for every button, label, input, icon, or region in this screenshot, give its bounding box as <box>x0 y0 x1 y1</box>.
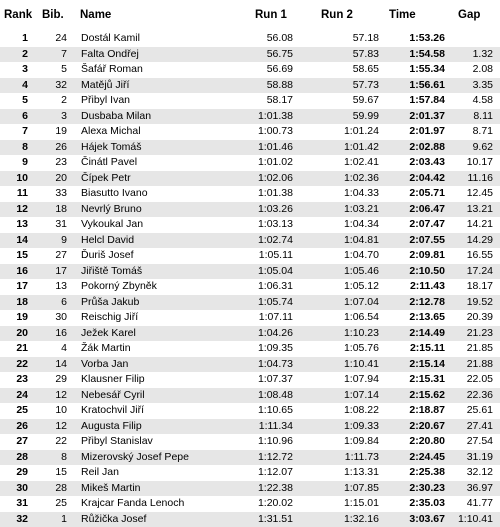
cell-gap: 41.77 <box>466 497 493 509</box>
cell-run1: 1:02.06 <box>257 171 293 184</box>
table-row <box>0 155 500 171</box>
cell-rank: 9 <box>22 156 28 168</box>
cell-rank: 1 <box>22 32 28 44</box>
cell-time: 2:03.43 <box>409 156 445 168</box>
cell-run1: 1:07.37 <box>257 373 293 385</box>
cell-run1: 1:31.51 <box>257 512 293 525</box>
cell-run2: 1:03.21 <box>343 202 379 215</box>
cell-gap: 8.71 <box>472 125 493 137</box>
table-row <box>0 248 500 264</box>
cell-gap: 27.54 <box>466 435 493 447</box>
cell-run1: 1:01.38 <box>257 187 293 199</box>
cell-time: 2:20.80 <box>409 435 445 447</box>
cell-run1: 1:01.46 <box>257 140 293 153</box>
cell-gap: 17.24 <box>466 264 493 277</box>
cell-rank: 23 <box>16 373 28 385</box>
cell-run2: 1:10.23 <box>343 326 379 339</box>
cell-gap: 21.23 <box>466 326 493 339</box>
cell-gap: 31.19 <box>466 450 493 463</box>
cell-rank: 2 <box>22 47 28 60</box>
cell-gap: 18.17 <box>466 280 493 292</box>
cell-run1: 1:08.48 <box>257 388 293 401</box>
cell-name: Nevrlý Bruno <box>81 202 142 215</box>
cell-rank: 18 <box>16 295 28 308</box>
header-time: Time <box>389 9 416 21</box>
cell-name: Růžička Josef <box>81 512 147 525</box>
cell-rank: 15 <box>16 249 28 261</box>
cell-time: 3:03.67 <box>409 512 445 525</box>
cell-name: Ježek Karel <box>81 326 136 339</box>
table-row <box>0 47 500 63</box>
cell-time: 2:01.37 <box>409 109 445 122</box>
cell-gap: 1.32 <box>472 47 493 60</box>
cell-time: 2:11.43 <box>409 280 445 292</box>
cell-time: 2:20.67 <box>409 419 445 432</box>
cell-time: 2:14.49 <box>409 326 445 339</box>
cell-bib: 13 <box>55 280 67 292</box>
cell-time: 1:55.34 <box>409 63 445 75</box>
cell-time: 1:57.84 <box>409 94 445 106</box>
table-row <box>0 186 500 202</box>
cell-run2: 57.83 <box>352 47 379 60</box>
cell-run2: 57.18 <box>352 32 379 44</box>
cell-run1: 1:12.72 <box>257 450 293 463</box>
cell-rank: 25 <box>16 404 28 416</box>
cell-bib: 12 <box>55 419 67 432</box>
table-row <box>0 62 500 78</box>
cell-bib: 17 <box>55 264 67 277</box>
cell-time: 2:06.47 <box>409 202 445 215</box>
cell-time: 2:15.31 <box>409 373 445 385</box>
cell-time: 2:05.71 <box>409 187 445 199</box>
cell-rank: 32 <box>16 512 28 525</box>
cell-run1: 58.17 <box>266 94 293 106</box>
cell-name: Falta Ondřej <box>81 47 139 60</box>
cell-run2: 59.99 <box>352 109 379 122</box>
cell-run2: 1:07.04 <box>343 295 379 308</box>
cell-run1: 1:05.11 <box>258 249 293 261</box>
cell-run2: 1:06.54 <box>343 311 379 323</box>
cell-name: Krajcar Fanda Lenoch <box>81 497 185 509</box>
cell-run1: 1:10.65 <box>257 404 293 416</box>
cell-name: Šafář Roman <box>81 63 143 75</box>
table-row <box>0 512 500 527</box>
cell-gap: 19.52 <box>466 295 493 308</box>
cell-gap: 10.17 <box>466 156 493 168</box>
cell-bib: 10 <box>55 404 67 416</box>
cell-run2: 1:02.41 <box>343 156 379 168</box>
cell-bib: 8 <box>61 450 67 463</box>
cell-name: Přibyl Stanislav <box>81 435 153 447</box>
cell-run2: 1:05.76 <box>343 342 379 354</box>
cell-gap: 14.29 <box>466 233 493 246</box>
cell-bib: 22 <box>55 435 67 447</box>
cell-bib: 20 <box>55 171 67 184</box>
cell-name: Dostál Kamil <box>81 32 140 44</box>
cell-name: Vorba Jan <box>81 357 129 370</box>
table-row <box>0 171 500 187</box>
cell-gap: 27.41 <box>466 419 493 432</box>
cell-time: 1:53.26 <box>409 32 445 44</box>
cell-run2: 57.73 <box>352 78 379 91</box>
cell-bib: 33 <box>55 187 67 199</box>
cell-name: Reischig Jiří <box>81 311 139 323</box>
table-row <box>0 434 500 450</box>
table-row <box>0 388 500 404</box>
cell-gap: 16.55 <box>466 249 493 261</box>
cell-name: Reil Jan <box>81 466 119 478</box>
table-row <box>0 140 500 156</box>
cell-bib: 14 <box>55 357 67 370</box>
cell-time: 2:15.14 <box>409 357 445 370</box>
cell-name: Jiřiště Tomáš <box>81 264 143 277</box>
cell-run2: 1:02.36 <box>343 171 379 184</box>
table-row <box>0 496 500 512</box>
cell-bib: 3 <box>61 109 67 122</box>
table-row <box>0 481 500 497</box>
cell-run1: 1:04.73 <box>257 357 293 370</box>
table-row <box>0 264 500 280</box>
cell-bib: 1 <box>61 512 67 525</box>
cell-gap: 1:10.41 <box>457 512 493 525</box>
table-row <box>0 31 500 47</box>
cell-rank: 31 <box>16 497 28 509</box>
cell-rank: 29 <box>16 466 28 478</box>
cell-name: Biasutto Ivano <box>81 187 148 199</box>
table-body <box>0 31 500 527</box>
cell-bib: 32 <box>55 78 67 91</box>
cell-gap: 12.45 <box>466 187 493 199</box>
cell-run2: 1:08.22 <box>343 404 379 416</box>
cell-rank: 21 <box>16 342 28 354</box>
header-name: Name <box>80 9 112 21</box>
cell-bib: 6 <box>61 295 67 308</box>
cell-run2: 1:01.24 <box>343 125 379 137</box>
cell-name: Augusta Filip <box>81 419 142 432</box>
cell-name: Ďuriš Josef <box>81 249 134 261</box>
cell-gap: 36.97 <box>466 481 493 494</box>
cell-rank: 13 <box>16 218 28 230</box>
table-row <box>0 279 500 295</box>
cell-bib: 7 <box>61 47 67 60</box>
cell-time: 2:35.03 <box>409 497 445 509</box>
cell-gap: 25.61 <box>466 404 493 416</box>
header-bib: Bib. <box>42 9 64 21</box>
cell-rank: 19 <box>16 311 28 323</box>
table-row <box>0 372 500 388</box>
cell-bib: 31 <box>55 218 67 230</box>
cell-time: 2:12.78 <box>409 295 445 308</box>
cell-name: Mikeš Martin <box>81 481 141 494</box>
cell-gap: 22.36 <box>466 388 493 401</box>
cell-time: 2:15.11 <box>409 342 445 354</box>
cell-rank: 28 <box>16 450 28 463</box>
cell-bib: 19 <box>55 125 67 137</box>
cell-run1: 1:03.13 <box>257 218 293 230</box>
table-row <box>0 450 500 466</box>
cell-bib: 9 <box>61 233 67 246</box>
cell-rank: 24 <box>16 388 28 401</box>
header-run1: Run 1 <box>255 9 287 21</box>
header-run2: Run 2 <box>321 9 353 21</box>
cell-rank: 6 <box>22 109 28 122</box>
cell-bib: 23 <box>55 156 67 168</box>
cell-run2: 1:09.84 <box>343 435 379 447</box>
cell-bib: 16 <box>55 326 67 339</box>
cell-name: Matějů Jiří <box>81 78 130 91</box>
cell-gap: 20.39 <box>466 311 493 323</box>
header-rank: Rank <box>4 9 33 21</box>
cell-run2: 1:01.42 <box>343 140 379 153</box>
cell-name: Přibyl Ivan <box>81 94 131 106</box>
cell-run1: 1:01.38 <box>257 109 293 122</box>
cell-bib: 26 <box>55 140 67 153</box>
cell-rank: 8 <box>22 140 28 153</box>
cell-gap: 4.58 <box>472 94 493 106</box>
cell-time: 1:54.58 <box>409 47 445 60</box>
table-row <box>0 78 500 94</box>
cell-run2: 1:09.33 <box>343 419 379 432</box>
cell-run2: 1:15.01 <box>343 497 379 509</box>
cell-run1: 58.88 <box>266 78 293 91</box>
cell-time: 2:02.88 <box>409 140 445 153</box>
cell-name: Žák Martin <box>81 342 131 354</box>
cell-run2: 1:07.14 <box>343 388 379 401</box>
cell-rank: 26 <box>16 419 28 432</box>
cell-name: Pokorný Zbyněk <box>81 280 157 292</box>
cell-rank: 27 <box>16 435 28 447</box>
cell-run1: 1:20.02 <box>257 497 293 509</box>
cell-bib: 27 <box>55 249 67 261</box>
cell-run1: 56.75 <box>266 47 293 60</box>
cell-bib: 25 <box>55 497 67 509</box>
cell-run1: 1:02.74 <box>257 233 293 246</box>
cell-bib: 29 <box>55 373 67 385</box>
cell-run2: 1:04.81 <box>343 233 379 246</box>
cell-name: Mizerovský Josef Pepe <box>81 450 189 463</box>
cell-rank: 4 <box>22 78 28 91</box>
table-row <box>0 109 500 125</box>
cell-run2: 1:05.46 <box>343 264 379 277</box>
table-row <box>0 357 500 373</box>
cell-name: Helcl David <box>81 233 135 246</box>
cell-rank: 17 <box>16 280 28 292</box>
cell-rank: 22 <box>16 357 28 370</box>
cell-run2: 1:07.85 <box>343 481 379 494</box>
cell-rank: 11 <box>16 187 28 199</box>
cell-run2: 58.65 <box>352 63 379 75</box>
cell-time: 2:10.50 <box>409 264 445 277</box>
cell-time: 2:18.87 <box>409 404 445 416</box>
cell-gap: 11.16 <box>467 171 493 184</box>
cell-time: 2:04.42 <box>409 171 445 184</box>
cell-rank: 14 <box>16 233 28 246</box>
cell-run1: 1:22.38 <box>257 481 293 494</box>
table-row <box>0 233 500 249</box>
table-row <box>0 310 500 326</box>
cell-run2: 1:04.70 <box>343 249 379 261</box>
cell-run2: 1:10.41 <box>343 357 379 370</box>
cell-name: Klausner Filip <box>81 373 145 385</box>
table-row <box>0 93 500 109</box>
cell-time: 2:07.47 <box>409 218 445 230</box>
cell-time: 2:30.23 <box>409 481 445 494</box>
cell-run2: 1:11.73 <box>344 450 379 463</box>
cell-time: 2:07.55 <box>409 233 445 246</box>
cell-name: Průša Jakub <box>81 295 140 308</box>
cell-time: 2:13.65 <box>409 311 445 323</box>
cell-name: Alexa Michal <box>81 125 141 137</box>
cell-bib: 15 <box>55 466 67 478</box>
cell-rank: 10 <box>16 171 28 184</box>
cell-time: 2:25.38 <box>409 466 445 478</box>
cell-run1: 1:11.34 <box>258 419 293 432</box>
cell-rank: 30 <box>16 481 28 494</box>
cell-rank: 5 <box>22 94 28 106</box>
cell-name: Nebesář Cyril <box>81 388 145 401</box>
cell-name: Kratochvil Jiří <box>81 404 145 416</box>
cell-run1: 1:04.26 <box>257 326 293 339</box>
cell-bib: 5 <box>61 63 67 75</box>
table-header <box>0 0 500 31</box>
cell-gap: 21.88 <box>466 357 493 370</box>
cell-bib: 30 <box>55 311 67 323</box>
cell-run2: 1:32.16 <box>343 512 379 525</box>
cell-run1: 1:07.11 <box>258 311 293 323</box>
cell-time: 2:15.62 <box>409 388 445 401</box>
cell-run1: 1:05.04 <box>257 264 293 277</box>
cell-run2: 59.67 <box>352 94 379 106</box>
table-row <box>0 465 500 481</box>
cell-run2: 1:07.94 <box>343 373 379 385</box>
cell-run1: 1:03.26 <box>257 202 293 215</box>
table-row <box>0 419 500 435</box>
cell-bib: 12 <box>55 388 67 401</box>
cell-bib: 24 <box>55 32 67 44</box>
table-row <box>0 295 500 311</box>
cell-time: 2:24.45 <box>409 450 445 463</box>
cell-name: Vykoukal Jan <box>81 218 144 230</box>
cell-rank: 3 <box>22 63 28 75</box>
cell-run1: 1:12.07 <box>257 466 293 478</box>
cell-bib: 4 <box>61 342 67 354</box>
cell-rank: 7 <box>22 125 28 137</box>
cell-gap: 22.05 <box>466 373 493 385</box>
cell-name: Čípek Petr <box>81 171 131 184</box>
cell-bib: 2 <box>61 94 67 106</box>
table-row <box>0 217 500 233</box>
cell-rank: 20 <box>16 326 28 339</box>
cell-run1: 56.69 <box>266 63 293 75</box>
cell-run1: 1:09.35 <box>257 342 293 354</box>
cell-gap: 32.12 <box>466 466 493 478</box>
cell-bib: 28 <box>55 481 67 494</box>
cell-bib: 18 <box>55 202 67 215</box>
cell-run2: 1:05.12 <box>343 280 379 292</box>
table-row <box>0 403 500 419</box>
cell-time: 2:01.97 <box>409 125 445 137</box>
cell-run1: 1:05.74 <box>257 295 293 308</box>
table-row <box>0 202 500 218</box>
cell-gap: 21.85 <box>466 342 493 354</box>
cell-time: 2:09.81 <box>409 249 445 261</box>
cell-gap: 13.21 <box>466 202 493 215</box>
cell-time: 1:56.61 <box>409 78 445 91</box>
table-row <box>0 124 500 140</box>
cell-name: Činátl Pavel <box>81 156 138 168</box>
cell-run2: 1:04.34 <box>343 218 379 230</box>
cell-rank: 12 <box>16 202 28 215</box>
cell-gap: 3.35 <box>472 78 493 91</box>
cell-run1: 1:10.96 <box>257 435 293 447</box>
cell-run1: 1:00.73 <box>257 125 293 137</box>
cell-run1: 56.08 <box>266 32 293 44</box>
cell-run2: 1:04.33 <box>343 187 379 199</box>
cell-run1: 1:01.02 <box>257 156 293 168</box>
cell-gap: 14.21 <box>466 218 493 230</box>
cell-name: Dusbaba Milan <box>81 109 152 122</box>
table-row <box>0 326 500 342</box>
cell-run2: 1:13.31 <box>343 466 379 478</box>
table-row <box>0 341 500 357</box>
cell-gap: 8.11 <box>473 109 493 122</box>
header-gap: Gap <box>458 9 481 21</box>
cell-rank: 16 <box>16 264 28 277</box>
cell-name: Hájek Tomáš <box>81 140 142 153</box>
cell-gap: 9.62 <box>472 140 493 153</box>
cell-gap: 2.08 <box>472 63 493 75</box>
cell-run1: 1:06.31 <box>257 280 293 292</box>
